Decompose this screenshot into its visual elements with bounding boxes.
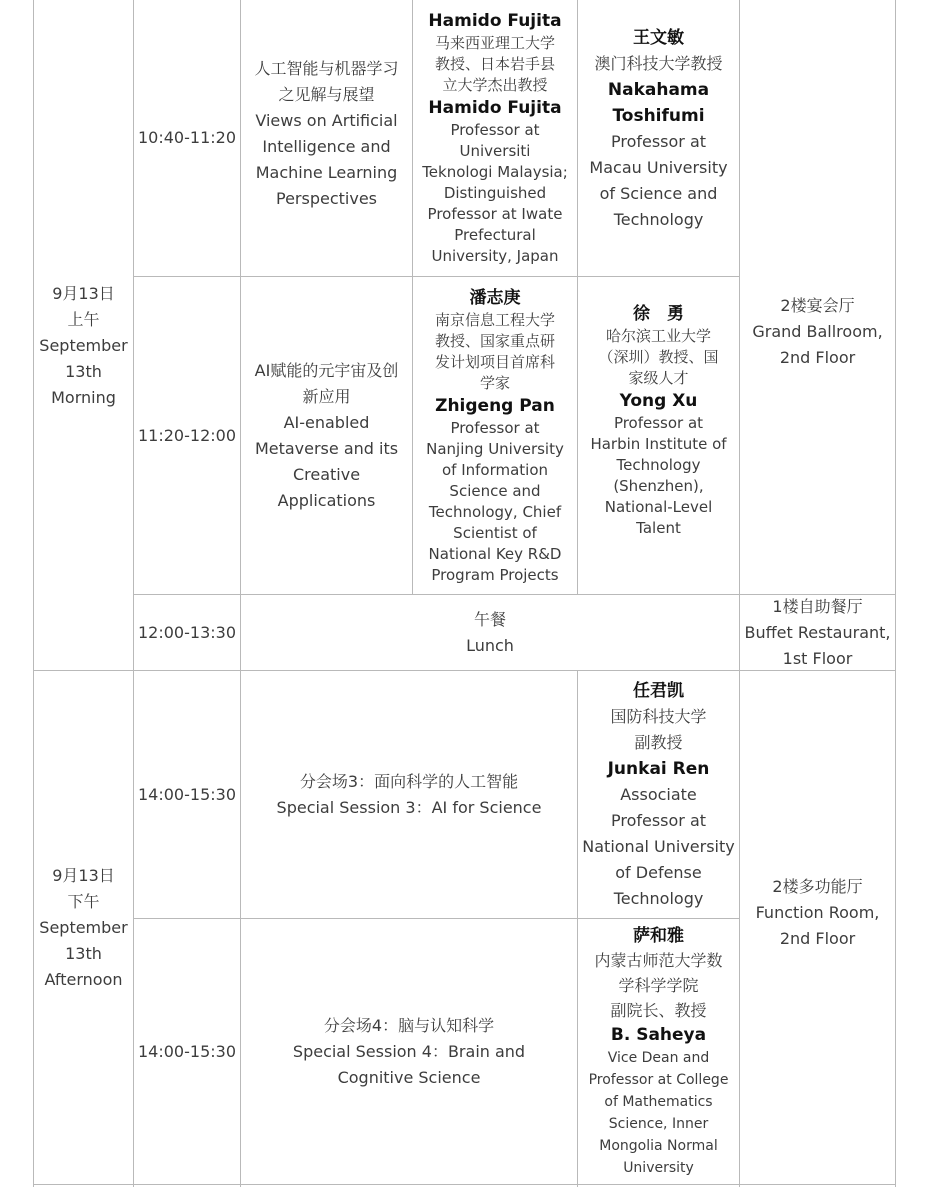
topic-en: Views on Artificial [255, 111, 398, 130]
venue-en: 2nd Floor [779, 928, 856, 948]
speaker-title-en: Universiti [459, 142, 531, 160]
chair-title-zh: （深圳）教授、国 [598, 348, 719, 366]
date-cell-morning [34, 0, 133, 670]
time-cell [134, 919, 240, 1184]
speaker-title-zh: 教授、国家重点研 [434, 331, 555, 350]
chair-title-zh: 内蒙古师范大学数 [594, 951, 723, 970]
session-title-zh: 分会场4：脑与认知科学 [323, 1015, 495, 1035]
speaker-title-en: Prefectural [454, 226, 536, 244]
chair-title-en: (Shenzhen), [613, 477, 704, 495]
date-label-en: 13th [65, 362, 102, 381]
topic-zh: 之见解与展望 [278, 85, 375, 104]
chair-name: 王文敏 [633, 28, 684, 48]
speaker-title-zh: 学家 [479, 373, 510, 392]
chair-title-en: Vice Dean and [607, 1050, 710, 1066]
time-cell [134, 277, 240, 594]
chair-name: 萨和雅 [633, 926, 684, 946]
chair-title-en: of Defense [615, 862, 702, 882]
chair-title-en: Technology [613, 888, 704, 908]
date-label: 9月13日 [52, 284, 115, 303]
chair-title-en: Talent [636, 519, 681, 537]
topic-cell [241, 919, 577, 1184]
venue-zh: 2楼多功能厅 [772, 876, 863, 896]
venue-zh: 1楼自助餐厅 [772, 596, 863, 616]
speaker-title-en: Nanjing University [426, 439, 564, 458]
chair-title-en: National-Level [604, 498, 713, 516]
chair-title-zh: 澳门科技大学教授 [594, 54, 723, 73]
speaker-title-en: Scientist of [453, 523, 537, 542]
speaker-title-en: Technology, Chief [428, 502, 562, 521]
session-title-en: Cognitive Science [337, 1067, 481, 1087]
topic-cell [241, 0, 412, 276]
venue-zh: 2楼宴会厅 [780, 296, 855, 315]
date-label-en: September [39, 336, 128, 355]
half-day-label: 上午 [67, 310, 100, 329]
chair-name-en: B. Saheya [610, 1025, 707, 1045]
time-cell [134, 0, 240, 276]
table-border-bottom [33, 1184, 896, 1185]
lunch-cell [241, 595, 739, 670]
venue-cell-afternoon [740, 671, 895, 1184]
time-slot: 14:00-15:30 [138, 784, 236, 804]
chair-title-en: of Science and [599, 184, 718, 203]
speaker-name: Hamido Fujita [428, 11, 562, 31]
speaker-title-en: Distinguished [443, 184, 547, 202]
chair-title-en: Associate [620, 784, 697, 804]
speaker-name: 潘志庚 [469, 287, 521, 308]
topic-cell [241, 671, 577, 918]
speaker-name-en: Hamido Fujita [428, 98, 562, 118]
time-slot: 10:40-11:20 [138, 128, 236, 147]
date-cell-afternoon [34, 671, 133, 1184]
topic-zh: 新应用 [302, 386, 351, 406]
speaker-title-zh: 立大学杰出教授 [442, 76, 548, 94]
speaker-title-en: Science and [449, 481, 541, 500]
topic-zh: AI赋能的元宇宙及创 [254, 360, 399, 380]
date-label-en: September [39, 917, 128, 937]
half-day-label-en: Afternoon [44, 969, 123, 989]
topic-en: Metaverse and its [254, 438, 399, 458]
chair-title-en: Technology [616, 456, 701, 474]
session-title-en: Special Session 4：Brain and [292, 1041, 526, 1061]
chair-cell [578, 919, 739, 1184]
chair-title-zh: 哈尔滨工业大学 [605, 327, 711, 345]
session-title-zh: 分会场3：面向科学的人工智能 [299, 771, 519, 791]
chair-name: 徐 勇 [633, 304, 684, 324]
session-title-en: Special Session 3：AI for Science [276, 797, 542, 817]
chair-cell [578, 0, 739, 276]
venue-en: Buffet Restaurant, [744, 622, 891, 642]
chair-name-en: Nakahama [607, 80, 710, 100]
chair-title-en: of Mathematics [604, 1094, 713, 1110]
chair-title-en: Mongolia Normal [599, 1138, 718, 1154]
topic-en: AI-enabled [283, 412, 370, 432]
chair-title-en: Professor at [610, 132, 707, 151]
chair-title-en: National University [582, 836, 735, 856]
speaker-title-zh: 发计划项目首席科 [434, 352, 555, 371]
speaker-name-en: Zhigeng Pan [435, 395, 555, 416]
time-cell [134, 595, 240, 670]
chair-title-zh: 学科学学院 [618, 976, 699, 995]
venue-en: 2nd Floor [779, 348, 856, 367]
chair-title-en: Professor at [613, 414, 704, 432]
chair-name-en: Junkai Ren [607, 758, 710, 779]
time-cell [134, 671, 240, 918]
date-label: 9月13日 [52, 865, 115, 885]
time-slot: 11:20-12:00 [138, 425, 236, 445]
speaker-title-en: University, Japan [431, 247, 559, 265]
venue-en: Grand Ballroom, [752, 322, 883, 341]
chair-name: 任君凯 [633, 680, 684, 701]
chair-cell [578, 277, 739, 594]
topic-en: Intelligence and [262, 137, 391, 156]
time-slot: 14:00-15:30 [138, 1041, 236, 1061]
date-label-en: 13th [65, 943, 102, 963]
half-day-label-en: Morning [51, 388, 116, 407]
chair-title-en: Professor at [610, 810, 707, 830]
speaker-title-en: Professor at [450, 121, 540, 139]
topic-en: Creative [292, 464, 361, 484]
chair-name-en: Yong Xu [619, 391, 698, 411]
topic-zh: 人工智能与机器学习 [254, 59, 399, 78]
lunch-en: Lunch [466, 635, 514, 655]
chair-title-en: Harbin Institute of [590, 435, 727, 453]
speaker-title-en: Program Projects [431, 565, 559, 584]
chair-title-en: Professor at College [588, 1072, 729, 1088]
venue-en: Function Room, [755, 902, 880, 922]
topic-en: Applications [277, 490, 376, 510]
speaker-title-en: Professor at [450, 418, 540, 437]
lunch-zh: 午餐 [473, 609, 506, 629]
chair-title-en: Technology [613, 210, 704, 229]
topic-en: Perspectives [276, 189, 377, 208]
topic-cell [241, 277, 412, 594]
chair-title-zh: 副院长、教授 [610, 1001, 707, 1020]
speaker-title-zh: 马来西亚理工大学 [434, 34, 555, 52]
chair-title-en: Macau University [589, 158, 728, 177]
chair-cell [578, 671, 739, 918]
venue-en: 1st Floor [782, 648, 853, 668]
speaker-title-zh: 教授、日本岩手县 [434, 55, 555, 73]
chair-title-zh: 家级人才 [628, 369, 689, 387]
speaker-title-zh: 南京信息工程大学 [434, 310, 555, 329]
time-slot: 12:00-13:30 [138, 622, 236, 642]
venue-cell-lunch [740, 595, 895, 670]
speaker-title-en: National Key R&D [428, 544, 562, 563]
speaker-title-en: Professor at Iwate [427, 205, 563, 223]
topic-en: Machine Learning [255, 163, 398, 182]
chair-title-en: University [623, 1160, 694, 1176]
chair-name-en: Toshifumi [612, 106, 705, 126]
speaker-cell [413, 0, 577, 276]
speaker-title-en: Teknologi Malaysia; [422, 163, 568, 181]
speaker-title-en: of Information [441, 460, 549, 479]
chair-title-en: Science, Inner [608, 1116, 709, 1132]
speaker-cell [413, 277, 577, 594]
chair-title-zh: 国防科技大学 [610, 706, 707, 726]
chair-title-zh: 副教授 [634, 732, 683, 752]
half-day-label: 下午 [67, 891, 100, 911]
venue-cell-morning [740, 0, 895, 594]
